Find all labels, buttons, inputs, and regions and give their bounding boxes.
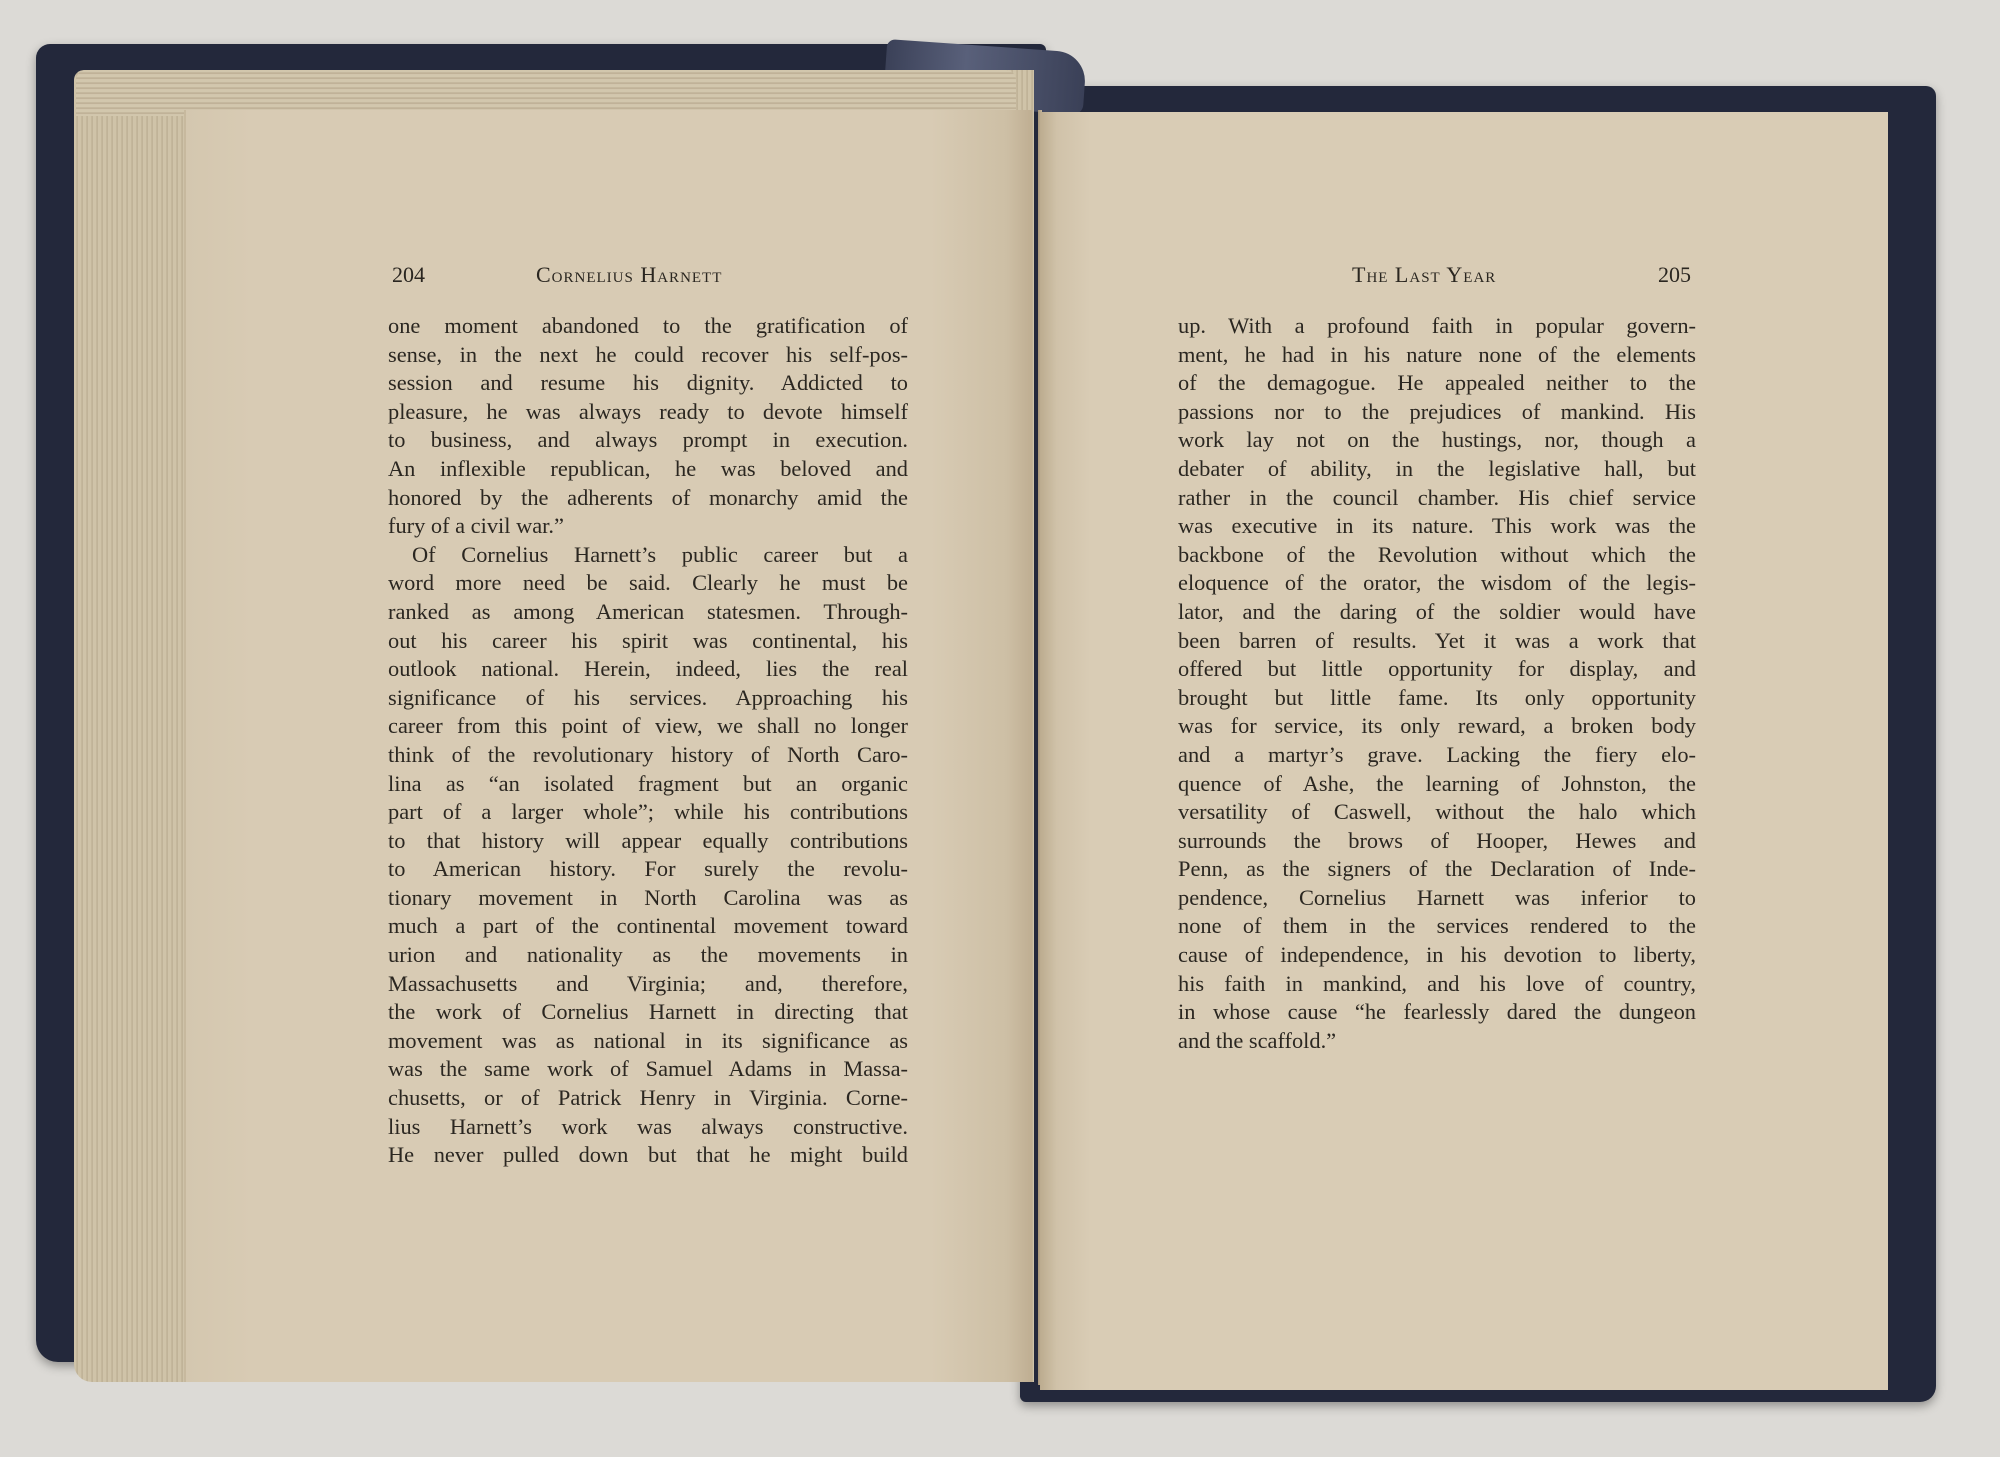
text-line: part of a larger whole”; while his contributions [388, 799, 908, 825]
text-line: fury of a civil war.” [388, 513, 564, 539]
text-line: He never pulled down but that he might build [388, 1142, 908, 1168]
text-line: significance of his services. Approaching his [388, 684, 908, 710]
text-line: lina as “an isolated fragment but an organic [388, 770, 908, 796]
text-line: debater of ability, in the legislative hall, but [1178, 455, 1696, 481]
left-page-number: 204 [392, 262, 425, 287]
text-line: been barren of results. Yet it was a work that [1178, 627, 1696, 653]
right-page-number: 205 [1658, 262, 1691, 287]
text-line: his faith in mankind, and his love of country, [1178, 970, 1696, 996]
text-line: Of Cornelius Harnett’s public career but a [412, 541, 908, 567]
text-line: to American history. For surely the revolu- [388, 856, 908, 882]
text-line: to business, and always prompt in execution. [388, 427, 908, 453]
text-line: ment, he had in his nature none of the elements [1178, 341, 1696, 367]
text-line: tionary movement in North Carolina was as [388, 884, 908, 910]
text-line: word more need be said. Clearly he must be [388, 570, 908, 596]
text-line: eloquence of the orator, the wisdom of the legis- [1178, 570, 1696, 596]
text-line: pleasure, he was always ready to devote himself [388, 398, 908, 424]
text-line: career from this point of view, we shall no longer [388, 713, 908, 739]
text-line: ranked as among American statesmen. Through- [388, 598, 908, 624]
text-line: chusetts, or of Patrick Henry in Virginia. Corne- [388, 1085, 908, 1111]
left-running-head: Cornelius Harnett [536, 262, 723, 287]
text-line: sense, in the next he could recover his self-pos- [388, 341, 908, 367]
text-line: and a martyr’s grave. Lacking the fiery elo- [1178, 741, 1696, 767]
text-line: think of the revolutionary history of North Caro- [388, 741, 908, 767]
right-running-head: The Last Year [1352, 262, 1497, 287]
text-line: offered but little opportunity for display, and [1178, 656, 1696, 682]
text-line: much a part of the continental movement toward [388, 913, 908, 939]
text-line: was for service, its only reward, a broken body [1178, 713, 1696, 739]
text-line: Penn, as the signers of the Declaration of Inde- [1178, 856, 1696, 882]
text-line: session and resume his dignity. Addicted to [388, 370, 908, 396]
left-page-body [388, 312, 908, 1170]
text-line: work lay not on the hustings, nor, though a [1178, 427, 1696, 453]
text-line: out his career his spirit was continental, his [388, 627, 908, 653]
text-line: outlook national. Herein, indeed, lies the real [388, 656, 908, 682]
text-line: the work of Cornelius Harnett in directing that [388, 999, 908, 1025]
text-line: urion and nationality as the movements in [388, 942, 908, 968]
text-line: one moment abandoned to the gratification of [388, 313, 908, 338]
text-line: Massachusetts and Virginia; and, therefore, [388, 970, 908, 996]
text-line: rather in the council chamber. His chief service [1178, 484, 1696, 510]
text-line: surrounds the brows of Hooper, Hewes and [1178, 827, 1696, 853]
text-line: pendence, Cornelius Harnett was inferior to [1178, 884, 1696, 910]
text-line: lius Harnett’s work was always constructive. [388, 1113, 908, 1139]
text-line: backbone of the Revolution without which the [1178, 541, 1696, 567]
text-line: movement was as national in its significance as [388, 1027, 908, 1053]
text-line: to that history will appear equally contributions [388, 827, 908, 853]
text-line: quence of Ashe, the learning of Johnston, the [1178, 770, 1696, 796]
text-line: up. With a profound faith in popular govern- [1178, 313, 1696, 338]
text-line: brought but little fame. Its only opportunity [1178, 684, 1696, 710]
right-page-body [1178, 312, 1696, 1055]
text-line: An inflexible republican, he was beloved and [388, 455, 908, 481]
text-line: in whose cause “he fearlessly dared the dungeon [1178, 999, 1696, 1025]
text-line: cause of independence, in his devotion to liberty, [1178, 942, 1696, 968]
text-line: none of them in the services rendered to the [1178, 913, 1696, 939]
text-line: passions nor to the prejudices of mankind. His [1178, 398, 1696, 424]
text-line: honored by the adherents of monarchy amid the [388, 484, 908, 510]
text-line: versatility of Caswell, without the halo which [1178, 799, 1696, 825]
text-line: was the same work of Samuel Adams in Massa- [388, 1056, 908, 1082]
text-line: was executive in its nature. This work was the [1178, 513, 1696, 539]
text-line: of the demagogue. He appealed neither to the [1178, 370, 1696, 396]
text-line: lator, and the daring of the soldier would have [1178, 598, 1696, 624]
text-line: and the scaffold.” [1178, 1027, 1337, 1053]
